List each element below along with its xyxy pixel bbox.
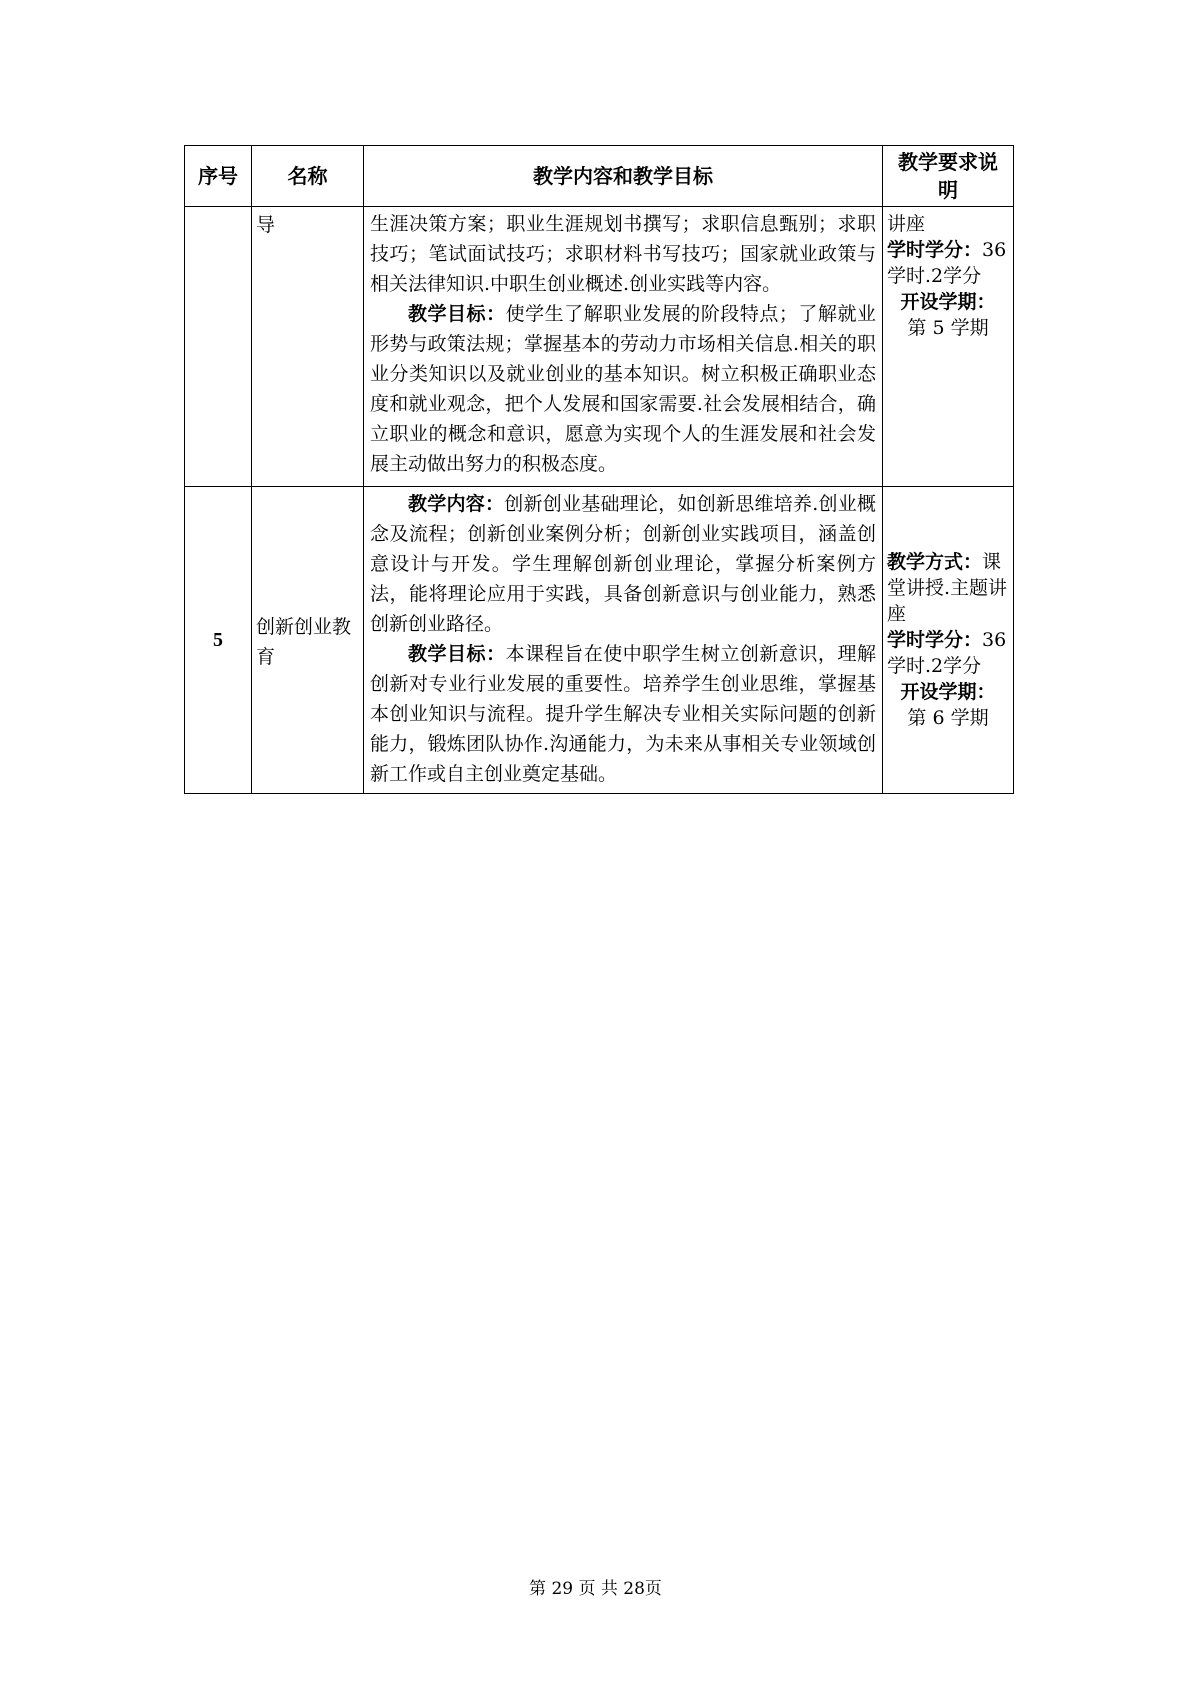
header-no: 序号: [185, 146, 252, 207]
method-line: 教学方式：课堂讲授.主题讲座: [887, 551, 1008, 625]
term-value: 第 6 学期: [907, 707, 989, 729]
header-req: 教学要求说明: [883, 146, 1014, 207]
table-row: [185, 487, 1014, 794]
header-name: 名称: [252, 146, 364, 207]
header-row: [185, 146, 1014, 207]
header-content: 教学内容和教学目标: [364, 146, 883, 207]
hours-line: 学时学分：36学时.2学分: [887, 629, 1007, 677]
goal-label: 教学目标：: [408, 303, 506, 325]
course-content: [364, 207, 883, 487]
course-content: [364, 487, 883, 794]
term-value: 第 5 学期: [907, 317, 989, 339]
row-number: 5: [185, 487, 252, 794]
hours-line: 学时学分：36学时.2学分: [887, 239, 1007, 287]
term-label: 开设学期：: [900, 681, 996, 703]
row-number: [185, 207, 252, 487]
course-name: 导: [252, 207, 364, 487]
content-label: 教学内容：: [408, 493, 505, 515]
method-line: 讲座: [887, 213, 926, 235]
content-paragraph: 生涯决策方案；职业生涯规划书撰写；求职信息甄别；求职技巧；笔试面试技巧；求职材料书写技巧；国家就业政策与相关法律知识.中职生创业概述.创业实践等内容。: [370, 213, 876, 295]
goal-label: 教学目标：: [408, 643, 506, 665]
course-table: [184, 145, 1014, 794]
page-footer: 第 29 页 共 28页: [529, 1579, 662, 1599]
table-row: [185, 207, 1014, 487]
course-requirements: [883, 487, 1014, 794]
content-paragraph: 教学目标：使学生了解职业发展的阶段特点；了解就业形势与政策法规；掌握基本的劳动力市场相关信息.相关的职业分类知识以及就业创业的基本知识。树立积极正确职业态度和就业观念，把个人发展和国家需要.社会发展相结合，确立职业的概念和意识，愿意为实现个人的生涯发展和社会发展主动做出努力的积极态度。: [370, 303, 876, 475]
course-requirements: [883, 207, 1014, 487]
content-paragraph: 教学内容：创新创业基础理论，如创新思维培养.创业概念及流程；创新创业案例分析；创新创业实践项目，涵盖创意设计与开发。学生理解创新创业理论，掌握分析案例方法，能将理论应用于实践，具备创新意识与创业能力，熟悉创新创业路径。: [370, 493, 876, 635]
content-paragraph: 教学目标：本课程旨在使中职学生树立创新意识，理解创新对专业行业发展的重要性。培养学生创业思维，掌握基本创业知识与流程。提升学生解决专业相关实际问题的创新能力，锻炼团队协作.沟通能力，为未来从事相关专业领域创新工作或自主创业奠定基础。: [370, 643, 876, 785]
course-name: 创新创业教育: [252, 487, 364, 794]
term-label: 开设学期：: [900, 291, 996, 313]
